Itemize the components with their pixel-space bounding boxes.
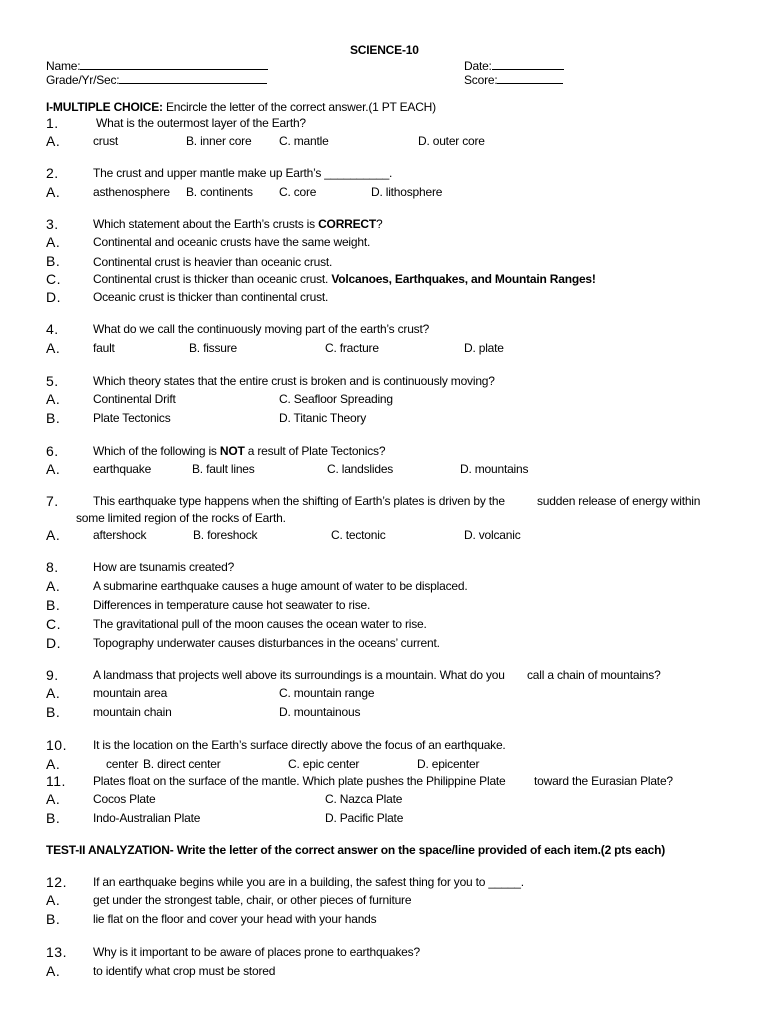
name-field[interactable]	[46, 58, 268, 73]
q1-letter-a: A.	[46, 133, 61, 149]
q9-text-end: call a chain of mountains?	[527, 668, 661, 682]
q9-option-c[interactable]: C. mountain range	[279, 686, 375, 700]
q12-letter-a: A.	[46, 892, 61, 908]
q4-option-b[interactable]: B. fissure	[189, 341, 238, 355]
q9-letter-b: B.	[46, 704, 61, 720]
q6-option-a[interactable]: earthquake	[93, 462, 152, 476]
q3-number: 3.	[46, 216, 59, 232]
q2-letter-a: A.	[46, 184, 61, 200]
q5-letter-a: A.	[46, 391, 61, 407]
q1-number: 1.	[46, 115, 59, 131]
q3-option-b[interactable]: Continental crust is heavier than oceanic crust.	[93, 255, 333, 269]
q12-letter-b: B.	[46, 911, 61, 927]
q8-option-b[interactable]: Differences in temperature cause hot seawater to rise.	[93, 598, 371, 612]
q10-option-b[interactable]: B. direct center	[143, 757, 221, 771]
q1-option-b[interactable]: B. inner core	[186, 134, 252, 148]
q10-letter-a: A.	[46, 756, 61, 772]
test1-heading: I-MULTIPLE CHOICE: Encircle the letter of the correct answer.(1 PT EACH)	[46, 100, 436, 114]
date-field[interactable]	[464, 58, 564, 73]
q2-option-b[interactable]: B. continents	[186, 185, 253, 199]
q9-number: 9.	[46, 667, 59, 683]
date-label: Date:	[464, 59, 492, 73]
name-label: Name:	[46, 59, 81, 73]
q4-option-a[interactable]: fault	[93, 341, 115, 355]
q8-number: 8.	[46, 559, 59, 575]
q11-option-a[interactable]: Cocos Plate	[93, 792, 156, 806]
q4-letter-a: A.	[46, 340, 61, 356]
q10-option-a[interactable]: center	[106, 757, 139, 771]
q9-letter-a: A.	[46, 685, 61, 701]
q13-option-a[interactable]: to identify what crop must be stored	[93, 964, 276, 978]
q2-option-d[interactable]: D. lithosphere	[371, 185, 443, 199]
q4-option-d[interactable]: D. plate	[464, 341, 504, 355]
q9-option-a[interactable]: mountain area	[93, 686, 168, 700]
q13-letter-a: A.	[46, 963, 61, 979]
q6-option-d[interactable]: D. mountains	[460, 462, 529, 476]
score-line	[497, 72, 563, 84]
q11-number: 11.	[46, 773, 66, 789]
q8-letter-c: C.	[46, 616, 61, 632]
q3-option-d[interactable]: Oceanic crust is thicker than continental crust.	[93, 290, 329, 304]
q2-option-c[interactable]: C. core	[279, 185, 317, 199]
q2-number: 2.	[46, 165, 59, 181]
date-line	[492, 58, 564, 70]
q8-letter-d: D.	[46, 635, 61, 651]
q5-option-b[interactable]: Plate Tectonics	[93, 411, 171, 425]
q7-option-d[interactable]: D. volcanic	[464, 528, 521, 542]
q6-option-c[interactable]: C. landslides	[327, 462, 394, 476]
q12-number: 12.	[46, 874, 67, 890]
q10-text: It is the location on the Earth’s surface directly above the focus of an earthquake.	[93, 738, 506, 752]
q5-letter-b: B.	[46, 410, 61, 426]
q11-letter-a: A.	[46, 791, 61, 807]
q12-option-b[interactable]: lie flat on the floor and cover your head with your hands	[93, 912, 377, 926]
q11-text-end: toward the Eurasian Plate?	[534, 774, 673, 788]
q11-letter-b: B.	[46, 810, 61, 826]
q9-option-b[interactable]: mountain chain	[93, 705, 172, 719]
q2-text: The crust and upper mantle make up Earth’s __________.	[93, 166, 393, 180]
q7-text-line2: some limited region of the rocks of Earth.	[76, 511, 286, 525]
q7-text-line1: This earthquake type happens when the shifting of Earth’s plates is driven by the	[93, 494, 505, 508]
q1-option-c[interactable]: C. mantle	[279, 134, 329, 148]
q8-text: How are tsunamis created?	[93, 560, 235, 574]
q3-text: Which statement about the Earth’s crusts is CORRECT?	[93, 217, 383, 231]
grade-field[interactable]	[46, 72, 267, 87]
q11-option-c[interactable]: C. Nazca Plate	[325, 792, 403, 806]
q11-option-d[interactable]: D. Pacific Plate	[325, 811, 404, 825]
q10-number: 10.	[46, 737, 67, 753]
q7-option-b[interactable]: B. foreshock	[193, 528, 258, 542]
q3-letter-d: D.	[46, 289, 61, 305]
q2-option-a[interactable]: asthenosphere	[93, 185, 170, 199]
q11-option-b[interactable]: Indo-Australian Plate	[93, 811, 201, 825]
name-line	[80, 58, 268, 70]
q8-letter-a: A.	[46, 578, 61, 594]
q6-letter-a: A.	[46, 461, 61, 477]
q10-option-c[interactable]: C. epic center	[288, 757, 360, 771]
score-label: Score:	[464, 73, 498, 87]
grade-label: Grade/Yr/Sec:	[46, 73, 120, 87]
q5-option-d[interactable]: D. Titanic Theory	[279, 411, 367, 425]
q3-letter-a: A.	[46, 234, 61, 250]
q1-text: What is the outermost layer of the Earth?	[96, 116, 306, 130]
q7-number: 7.	[46, 493, 59, 509]
q5-text: Which theory states that the entire crust is broken and is continuously moving?	[93, 374, 495, 388]
q12-text: If an earthquake begins while you are in a building, the safest thing for you to _____.	[93, 875, 524, 889]
q5-option-c[interactable]: C. Seafloor Spreading	[279, 392, 393, 406]
q8-letter-b: B.	[46, 597, 61, 613]
q8-option-a[interactable]: A submarine earthquake causes a huge amount of water to be displaced.	[93, 579, 468, 593]
q4-number: 4.	[46, 321, 59, 337]
q7-option-a[interactable]: aftershock	[93, 528, 147, 542]
q3-option-c[interactable]: Continental crust is thicker than oceanic crust. Volcanoes, Earthquakes, and Mountain Ranges!	[93, 272, 596, 286]
q10-option-d[interactable]: D. epicenter	[417, 757, 480, 771]
grade-line	[119, 72, 267, 84]
q4-text: What do we call the continuously moving part of the earth’s crust?	[93, 322, 430, 336]
q13-number: 13.	[46, 944, 67, 960]
q7-option-c[interactable]: C. tectonic	[331, 528, 386, 542]
q7-text-line1-end: sudden release of energy within	[537, 494, 701, 508]
q5-option-a[interactable]: Continental Drift	[93, 392, 176, 406]
q4-option-c[interactable]: C. fracture	[325, 341, 379, 355]
q11-text: Plates float on the surface of the mantle. Which plate pushes the Philippine Plate	[93, 774, 506, 788]
q12-option-a[interactable]: get under the strongest table, chair, or other pieces of furniture	[93, 893, 412, 907]
q8-option-d[interactable]: Topography underwater causes disturbances in the oceans’ current.	[93, 636, 440, 650]
q8-option-c[interactable]: The gravitational pull of the moon causes the ocean water to rise.	[93, 617, 427, 631]
page-title: SCIENCE-10	[350, 43, 419, 57]
q3-letter-b: B.	[46, 253, 61, 269]
q6-text: Which of the following is NOT a result of Plate Tectonics?	[93, 444, 386, 458]
q1-option-d[interactable]: D. outer core	[418, 134, 485, 148]
q7-letter-a: A.	[46, 527, 61, 543]
test2-heading: TEST-II ANALYZATION- Write the letter of the correct answer on the space/line provided of each item.(2 pts each)	[46, 843, 666, 857]
q6-option-b[interactable]: B. fault lines	[192, 462, 255, 476]
q6-number: 6.	[46, 443, 59, 459]
q3-letter-c: C.	[46, 271, 61, 287]
q13-text: Why is it important to be aware of places prone to earthquakes?	[93, 945, 420, 959]
q9-text: A landmass that projects well above its surroundings is a mountain. What do you	[93, 668, 505, 682]
q3-option-a[interactable]: Continental and oceanic crusts have the same weight.	[93, 235, 371, 249]
q1-option-a[interactable]: crust	[93, 134, 119, 148]
score-field[interactable]	[464, 72, 563, 87]
q5-number: 5.	[46, 373, 59, 389]
q9-option-d[interactable]: D. mountainous	[279, 705, 361, 719]
